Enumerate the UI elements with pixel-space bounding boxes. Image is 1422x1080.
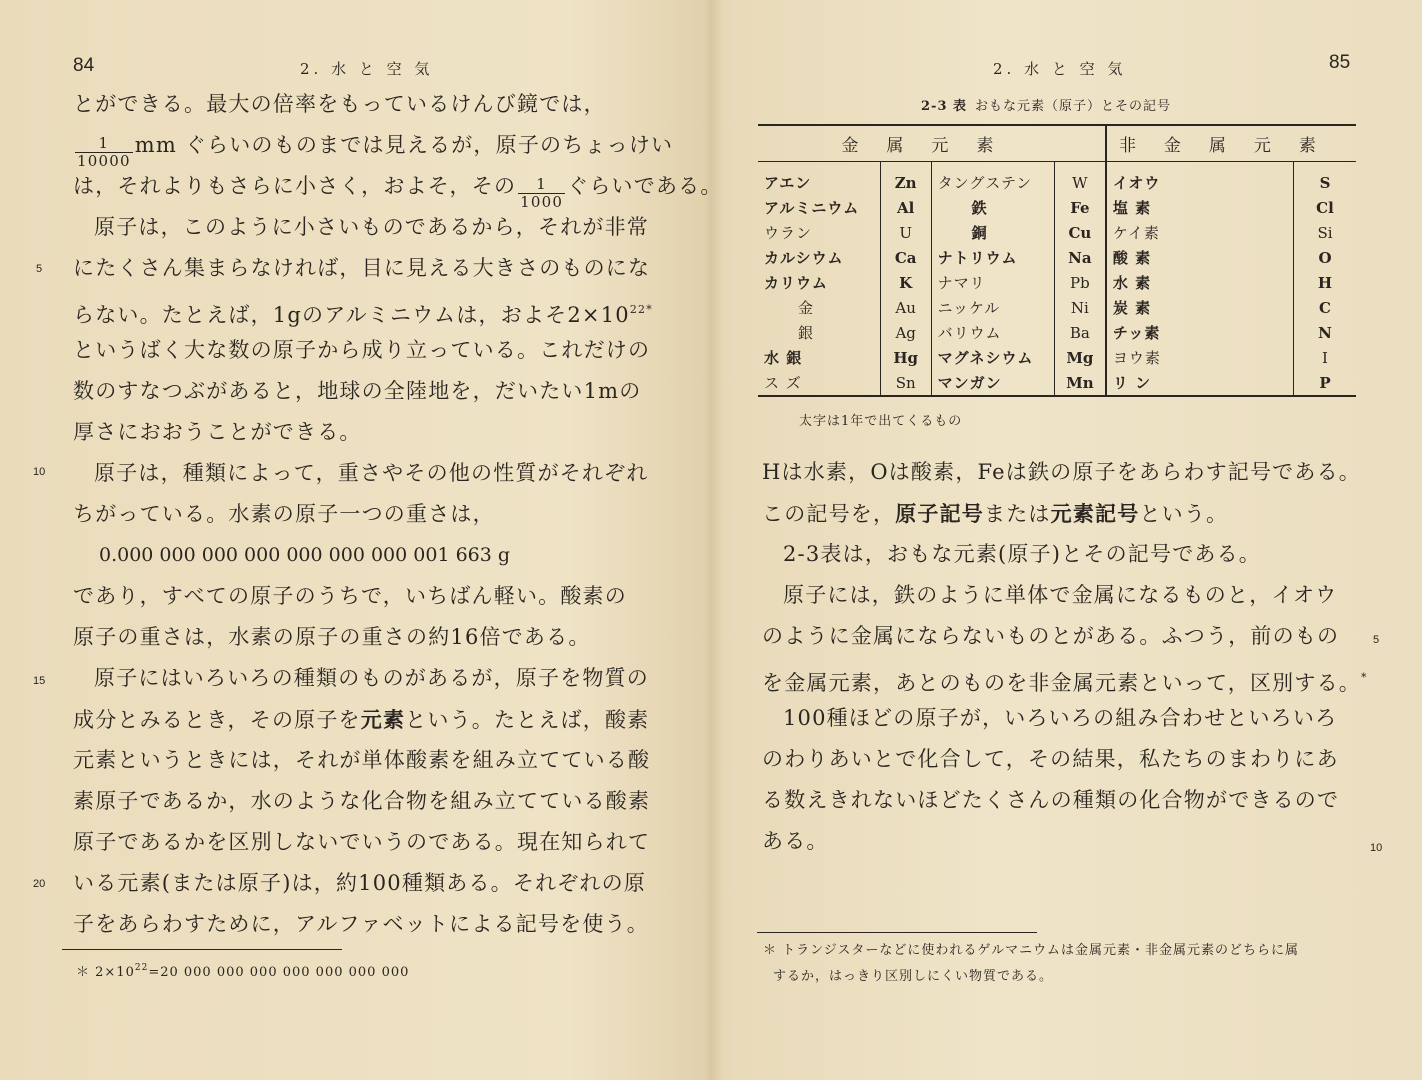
table-row [758,270,1356,295]
text-line: 成分とみるとき，その原子を元素という。たとえば，酸素 [73,707,650,732]
metal-name-cell: ニッケル [937,299,1001,317]
text-line: る数えきれないほどたくさんの種類の化合物ができるので [762,788,1340,812]
line-number: 10 [33,466,46,478]
metal-name-cell: アエン [764,174,812,192]
right-page [711,0,1422,1080]
table-row [758,220,1356,245]
text-line: のように金属にならないものとがある。ふつう，前のもの [762,624,1340,648]
line-number: 5 [1373,634,1380,646]
symbol-cell: Zn [880,162,931,196]
symbol-cell: W [1054,162,1106,196]
text-line: 原子の重さは，水素の原子の重さの約16倍である。 [73,625,591,649]
text-line: というばく大な数の原子から成り立っている。これだけの [73,338,651,362]
header-metal: 金属元素 [758,125,1106,162]
text-line: 数のすなつぶがあると，地球の全陸地を，だいたい1mの [73,379,642,403]
bold-term: 原子記号 [895,501,985,526]
metal-name-cell: カリウム [764,274,828,292]
text-line: いる元素(または原子)は，約100種類ある。それぞれの原 [73,871,647,895]
text-line: 素原子であるか，水のような化合物を組み立てている酸素 [73,789,651,813]
metal-name-cell: ナマリ [937,274,986,292]
table-row [758,370,1356,396]
text-line: 原子は，このように小さいものであるから，それが非常 [94,215,649,239]
symbol-cell: P [1294,370,1357,396]
metal-name-cell: バリウム [937,324,1002,342]
nonmetal-name-cell: リ ン [1106,370,1294,396]
symbol-cell: Si [1294,220,1357,245]
symbol-cell: S [1294,162,1357,196]
text-line: 0.000 000 000 000 000 000 000 001 663 g [99,544,511,566]
nonmetal-name-cell: チッ素 [1106,320,1294,345]
bold-term: 元素記号 [1050,501,1140,526]
elements-table [758,124,1356,397]
metal-name-cell: マグネシウム [937,349,1034,367]
table-row [758,295,1356,320]
metal-name-cell: アルミニウム [764,199,860,217]
text-line: 子をあらわすために，アルファベットによる記号を使う。 [73,912,649,936]
symbol-cell: Ni [1054,295,1106,320]
symbol-cell: Hg [880,345,931,370]
line-number: 5 [36,263,43,275]
metal-name-cell: ナトリウム [937,249,1018,267]
text-line: とができる。最大の倍率をもっているけんび鏡では， [73,92,606,116]
symbol-cell: N [1294,320,1357,345]
line-number: 15 [33,675,46,687]
header-nonmetal: 非金属元素 [1106,125,1356,162]
table-row [758,162,1356,196]
symbol-cell: Ca [880,245,931,270]
metal-name-cell: マンガン [937,374,1002,392]
fraction: $\frac{1}{10000}$ [77,134,131,170]
symbol-cell: Pb [1054,270,1106,295]
symbol-cell: Mn [1054,370,1106,396]
text-line: を金属元素，あとのものを非金属元素といって，区別する。* [762,671,1368,695]
page-number: 85 [1329,52,1351,73]
footnote-rule [62,949,342,950]
text-line: 原子は，種類によって，重さやその他の性質がそれぞれ [94,461,649,485]
table-row [758,195,1356,220]
metal-name-cell: カルシウム [764,249,844,267]
table-header-row [758,125,1356,162]
text-line: この記号を，原子記号または元素記号という。 [762,501,1229,526]
nonmetal-name-cell: 酸 素 [1106,245,1294,270]
table-caption: 2-3 表 おもな元素（原子）とその記号 [921,99,1172,114]
metal-name-cell: 金 [798,299,815,317]
footnote-line: するか，はっきり区別しにくい物質である。 [773,969,1054,984]
symbol-cell: O [1294,245,1357,270]
text-line: 100種ほどの原子が，いろいろの組み合わせといろいろ [783,706,1338,730]
symbol-cell: Na [1054,245,1106,270]
symbol-cell: Cl [1294,195,1357,220]
nonmetal-name-cell: 塩 素 [1106,195,1294,220]
table-row [758,320,1356,345]
symbol-cell: I [1294,345,1357,370]
body-text [762,452,1368,862]
text-line: $\frac{1}{10000}$ mm ぐらいのものまでは見えるが，原子のちょっけい [77,133,674,170]
metal-name-cell: 水 銀 [764,349,803,367]
text-line: 厚さにおおうことができる。 [73,420,362,444]
symbol-cell: Cu [1054,220,1106,245]
symbol-cell: Au [880,295,931,320]
metal-name-cell: ウラン [764,224,813,242]
running-head: 2. 水 と 空 気 [300,60,434,78]
text-line: 原子には，鉄のように単体で金属になるものと，イオウ [783,583,1338,607]
symbol-cell: Fe [1054,195,1106,220]
footnote-rule [757,932,1037,933]
text-line: ある。 [762,829,829,853]
footnote-line: ＊ トランジスターなどに使われるゲルマニウムは金属元素・非金属元素のどちらに属 [763,943,1300,958]
line-number: 10 [1370,842,1383,854]
text-line: のわりあいとで化合して，その結果，私たちのまわりにあ [762,747,1339,771]
text-line: 原子にはいろいろの種類のものがあるが，原子を物質の [94,666,649,690]
symbol-cell: K [880,270,931,295]
nonmetal-name-cell: 水 素 [1106,270,1294,295]
text-line: ちがっている。水素の原子一つの重さは， [73,502,495,526]
symbol-cell: Mg [1054,345,1106,370]
page-number: 84 [73,55,95,76]
symbol-cell: C [1294,295,1357,320]
footnote [763,938,1299,990]
symbol-cell: H [1294,270,1357,295]
metal-name-cell: 鉄 [971,199,988,217]
metal-name-cell: 銀 [798,324,815,342]
nonmetal-name-cell: ケイ素 [1106,220,1294,245]
nonmetal-name-cell: イオウ [1106,162,1294,196]
symbol-cell: Sn [880,370,931,396]
text-line: であり，すべての原子のうちで，いちばん軽い。酸素の [73,584,627,608]
symbol-cell: Ag [880,320,931,345]
text-line: Hは水素，Oは酸素，Feは鉄の原子をあらわす記号である。 [762,460,1361,484]
metal-name-cell: タングステン [937,174,1033,192]
footnote: ＊ $2\times 10^{22}=20$ 000 000 000 000 000 000 000 [76,963,410,980]
body-text [73,84,723,945]
metal-name-cell: 銅 [971,224,988,242]
fraction: $\frac{1}{1000}$ [520,175,564,211]
metal-name-cell: ス ズ [764,374,802,392]
symbol-cell: U [880,220,931,245]
text-line: にたくさん集まらなければ，目に見える大きさのものにな [73,256,651,280]
text-line: は，それよりもさらに小さく，およそ，その $\frac{1}{1000}$ ぐらいである。 [73,174,723,211]
nonmetal-name-cell: ヨウ素 [1106,345,1294,370]
bold-term: 元素 [360,707,406,732]
table-row [758,245,1356,270]
table-note: 太字は1年で出てくるもの [799,414,963,429]
symbol-cell: Al [880,195,931,220]
table-row [758,345,1356,370]
text-line: 原子であるかを区別しないでいうのである。現在知られて [73,830,651,854]
running-head: 2. 水 と 空 気 [993,60,1127,78]
text-line: 元素というときには，それが単体酸素を組み立てている酸 [73,748,651,772]
text-line: 2-3表は，おもな元素(原子)とその記号である。 [783,542,1262,566]
line-number: 20 [33,878,46,890]
text-line: らない。たとえば，1gのアルミニウムは，およそ$2\times 10^{22*}$ [73,303,653,327]
nonmetal-name-cell: 炭 素 [1106,295,1294,320]
symbol-cell: Ba [1054,320,1106,345]
